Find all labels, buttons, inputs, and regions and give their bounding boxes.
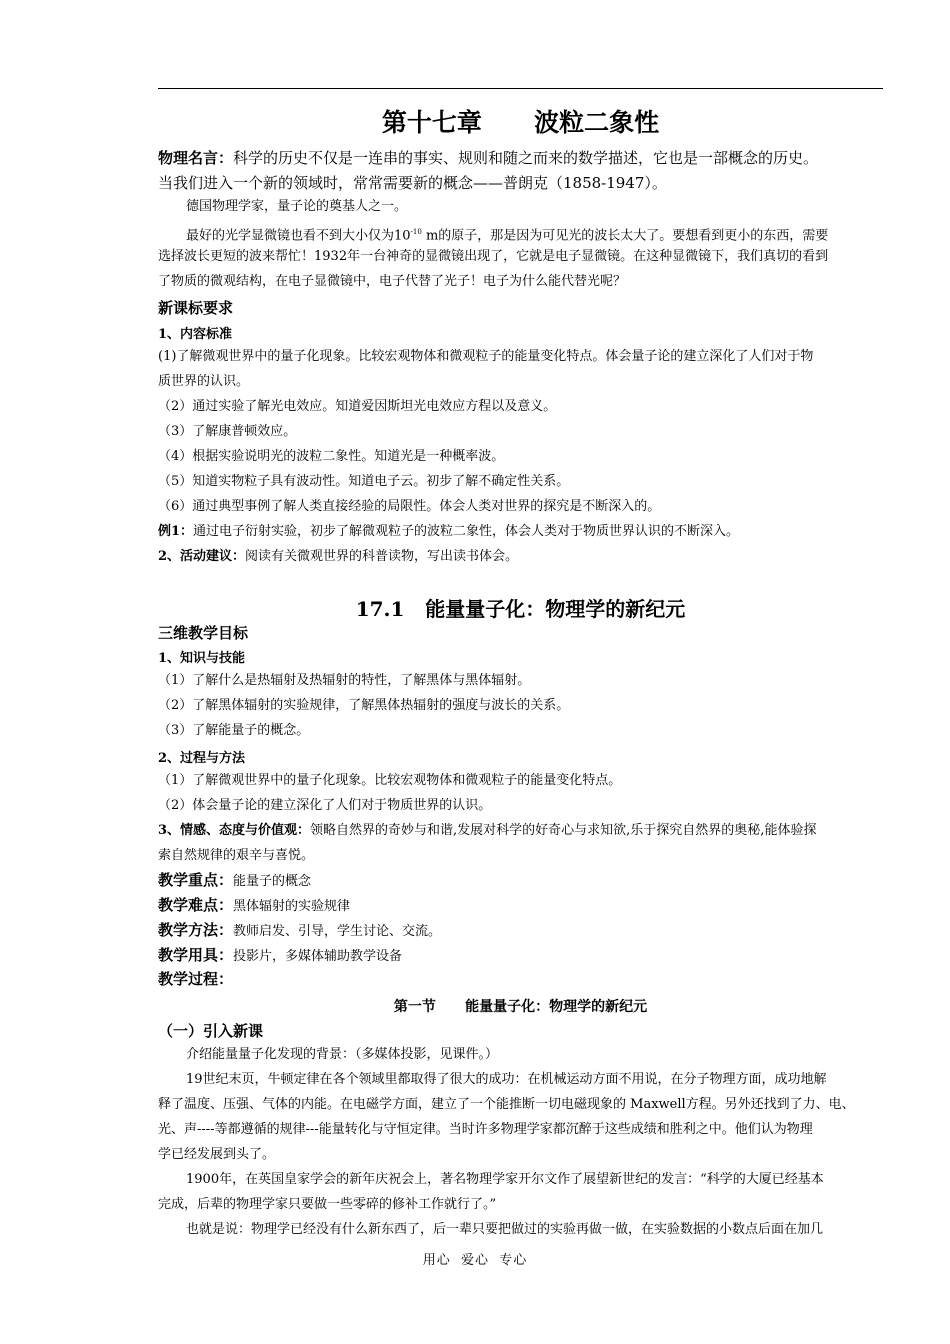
planck-note: 德国物理学家，量子论的奠基人之一。 xyxy=(186,199,408,214)
example-label: 例1： xyxy=(158,524,194,539)
process-label-line xyxy=(158,970,888,990)
standard-item: 质世界的认识。 xyxy=(158,374,250,389)
quote-text-1: 科学的历史不仅是一连串的事实、规则和随之而来的数学描述，它也是一部概念的历史。 xyxy=(233,149,819,167)
standards-title: 新课标要求 xyxy=(158,299,234,317)
standard-item: （3）了解康普顿效应。 xyxy=(158,424,297,439)
process-item: （2）体会量子论的建立深化了人们对于物质世界的认识。 xyxy=(158,798,492,813)
example-line xyxy=(158,523,888,541)
focus-label: 教学重点： xyxy=(158,871,234,889)
part-intro-title: （一）引入新课 xyxy=(158,1022,264,1040)
lesson-title: 第一节 能量量子化：物理学的新纪元 xyxy=(393,999,648,1015)
lesson-para-1-line: 释了温度、压强、气体的内能。在电磁学方面，建立了一个能推断一切电磁现象的 Maxwell方程。另外还找到了力、电、 xyxy=(158,1097,855,1112)
process-label: 教学过程： xyxy=(158,970,234,988)
goals-title: 三维教学目标 xyxy=(158,624,249,642)
page-footer: 用心 爱心 专心 xyxy=(422,1253,528,1268)
header-rule xyxy=(158,88,883,89)
section-title: 17.1 能量量子化：物理学的新纪元 xyxy=(355,597,686,621)
method-label: 教学方法： xyxy=(158,921,234,939)
intro-text-b: m的原子，那是因为可见光的波长太大了。要想看到更小的东西，需要 xyxy=(421,228,829,244)
intro-line-1 xyxy=(158,223,916,245)
difficulty-line xyxy=(158,896,888,916)
lesson-para-1-line: 光、声----等都遵循的规律---能量转化与守恒定律。当时许多物理学家都沉醉于这些成绩和胜利之中。他们认为物理 xyxy=(158,1122,813,1137)
emotion-text-1: 领略自然界的奇妙与和谐,发展对科学的好奇心与求知欲,乐于探究自然界的奥秘,能体验探 xyxy=(310,823,817,838)
emotion-line-2: 索自然规律的艰辛与喜悦。 xyxy=(158,848,315,863)
emotion-line-1 xyxy=(158,822,888,840)
method-line xyxy=(158,921,888,941)
difficulty-label: 教学难点： xyxy=(158,896,234,914)
focus-text: 能量子的概念 xyxy=(233,874,312,889)
method-text: 教师启发、引导，学生讨论、交流。 xyxy=(233,924,442,939)
lesson-para-2-line: 完成，后辈的物理学家只要做一些零碎的修补工作就行了。” xyxy=(158,1197,497,1212)
content-standard-title: 1、内容标准 xyxy=(158,327,233,342)
process-title: 2、过程与方法 xyxy=(158,751,246,766)
intro-line-2: 选择波长更短的波来帮忙！1932年一台神奇的显微镜出现了，它就是电子显微镜。在这种显微镜下，我们真切的看到 xyxy=(158,249,829,264)
lesson-para-1-line: 19世纪末页，牛顿定律在各个领域里都取得了很大的成功：在机械运动方面不用说，在分子物理方面，成功地解 xyxy=(186,1072,827,1087)
emotion-label: 3、情感、态度与价值观： xyxy=(158,823,311,838)
intro-text-a: 最好的光学显微镜也看不到大小仅为10 xyxy=(186,228,411,244)
tools-line xyxy=(158,946,888,966)
activity-line xyxy=(158,548,888,566)
lesson-para-3: 也就是说：物理学已经没有什么新东西了，后一辈只要把做过的实验再做一做，在实验数据的小数点后面在加几 xyxy=(186,1222,824,1237)
standard-item: (1)了解微观世界中的量子化现象。比较宏观物体和微观粒子的能量变化特点。体会量子论的建立深化了人们对于物 xyxy=(158,349,814,364)
quote-label: 物理名言： xyxy=(158,149,234,167)
quote-line-1 xyxy=(158,148,888,168)
focus-line xyxy=(158,871,888,891)
tools-label: 教学用具： xyxy=(158,946,234,964)
standard-item: （4）根据实验说明光的波粒二象性。知道光是一种概率波。 xyxy=(158,449,505,464)
knowledge-title: 1、知识与技能 xyxy=(158,651,246,666)
lesson-para-2-line: 1900年，在英国皇家学会的新年庆祝会上，著名物理学家开尔文作了展望新世纪的发言：“科学的大厦已经基本 xyxy=(186,1172,824,1187)
activity-label: 2、活动建议： xyxy=(158,549,246,564)
standard-item: （2）通过实验了解光电效应。知道爱因斯坦光电效应方程以及意义。 xyxy=(158,399,557,414)
intro-line-3: 了物质的微观结构，在电子显微镜中，电子代替了光子！电子为什么能代替光呢？ xyxy=(158,274,627,289)
intro-sup: -10 xyxy=(410,228,422,236)
knowledge-item: （3）了解能量子的概念。 xyxy=(158,723,310,738)
quote-line-2: 当我们进入一个新的领域时，常常需要新的概念——普朗克（1858-1947）。 xyxy=(158,174,667,192)
standard-item: （5）知道实物粒子具有波动性。知道电子云。初步了解不确定性关系。 xyxy=(158,474,570,489)
lesson-para-1-line: 学已经发展到头了。 xyxy=(158,1147,276,1162)
process-item: （1）了解微观世界中的量子化现象。比较宏观物体和微观粒子的能量变化特点。 xyxy=(158,773,622,788)
activity-text: 阅读有关微观世界的科普读物，写出读书体会。 xyxy=(245,549,519,564)
example-text: 通过电子衍射实验，初步了解微观粒子的波粒二象性，体会人类对于物质世界认识的不断深入。 xyxy=(193,524,740,539)
knowledge-item: （1）了解什么是热辐射及热辐射的特性，了解黑体与黑体辐射。 xyxy=(158,673,531,688)
tools-text: 投影片，多媒体辅助教学设备 xyxy=(233,949,403,964)
standard-item: （6）通过典型事例了解人类直接经验的局限性。体会人类对世界的探究是不断深入的。 xyxy=(158,499,661,514)
difficulty-text: 黑体辐射的实验规律 xyxy=(233,899,351,914)
knowledge-item: （2）了解黑体辐射的实验规律，了解黑体热辐射的强度与波长的关系。 xyxy=(158,698,570,713)
lesson-para-0: 介绍能量量子化发现的背景：（多媒体投影，见课件。） xyxy=(186,1047,499,1062)
chapter-title: 第十七章 波粒二象性 xyxy=(381,108,660,137)
